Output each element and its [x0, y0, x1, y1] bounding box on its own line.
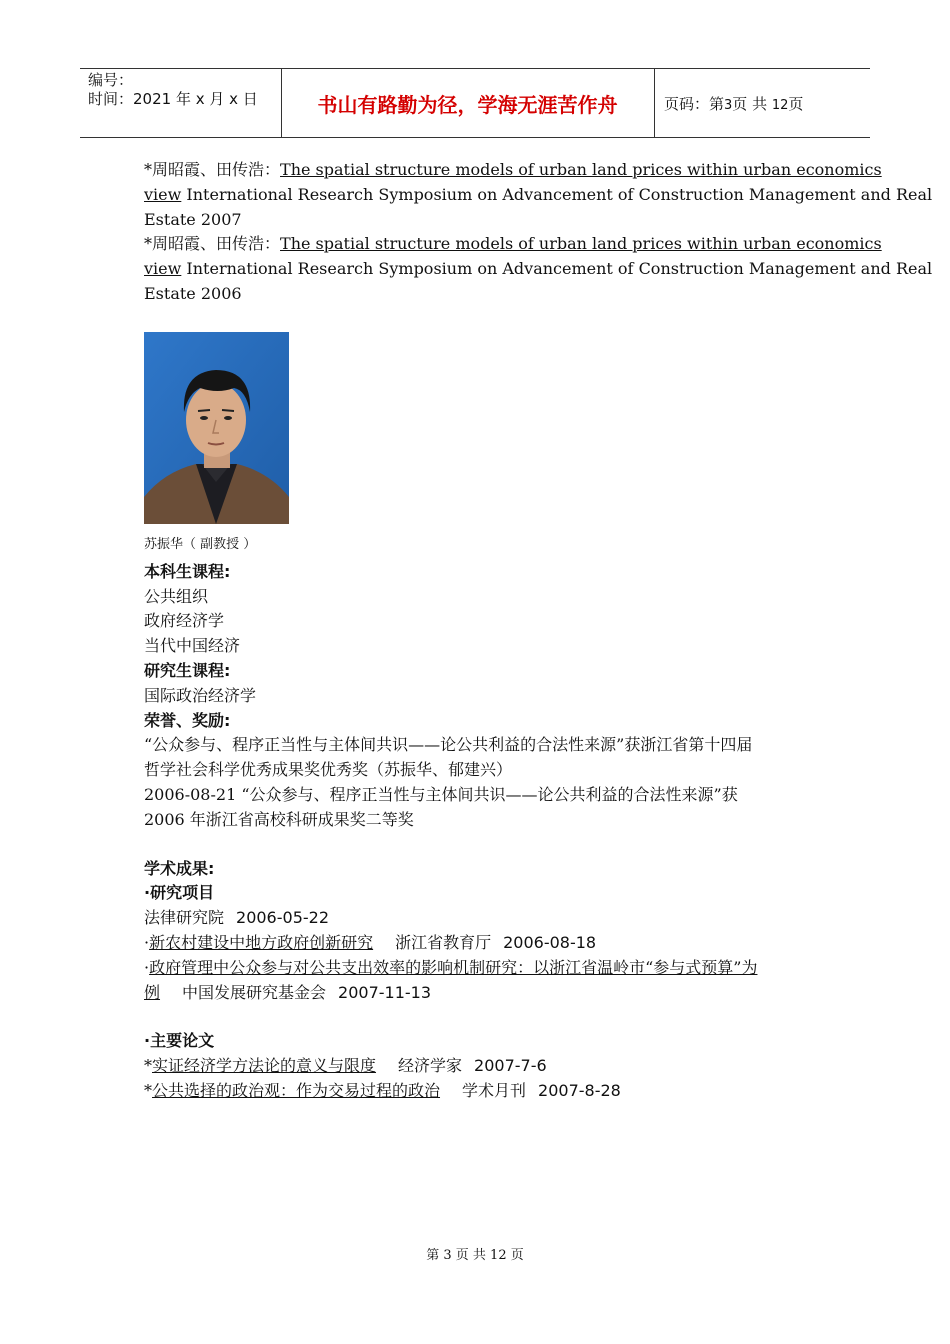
course-item: 国际政治经济学: [144, 685, 257, 705]
honor-line: “公众参与、程序正当性与主体间共识——论公共利益的合法性来源”获浙江省第十四届: [144, 735, 753, 755]
reference-entry: [144, 232, 933, 306]
paper-title-link[interactable]: 公共选择的政治观：作为交易过程的政治: [152, 1080, 441, 1100]
ref-venue: Estate 2007: [144, 209, 242, 229]
project-date: 2007-11-13: [338, 982, 432, 1002]
paper-date: 2007-8-28: [538, 1080, 621, 1100]
course-item: 公共组织: [144, 586, 209, 606]
reference-entry: [144, 158, 933, 232]
portrait-photo: [144, 332, 289, 524]
header-meta: [88, 71, 258, 109]
header-motto: 书山有路勤为径，学海无涯苦作舟: [317, 92, 618, 117]
ref-title-link[interactable]: view: [144, 259, 182, 279]
project-date: 2006-05-22: [236, 908, 329, 928]
page-mid: 页 共: [732, 95, 768, 113]
page-header: [80, 68, 870, 138]
paper-journal: 经济学家: [398, 1056, 463, 1076]
paper-item: [144, 1079, 814, 1104]
document-body: [144, 158, 933, 1104]
bullet: *: [144, 1056, 152, 1076]
paper-title-link[interactable]: 实证经济学方法论的意义与限度: [152, 1056, 377, 1076]
project-title-link[interactable]: 例: [144, 982, 161, 1002]
honor-line: 2006-08-21 “公众参与、程序正当性与主体间共识——论公共利益的合法性来源”获: [144, 784, 738, 804]
honor-line: 2006 年浙江省高校科研成果奖二等奖: [144, 809, 414, 829]
course-item: 当代中国经济: [144, 636, 241, 656]
project-item: [144, 906, 814, 931]
ref-title-link[interactable]: The spatial structure models of urban land prices within urban economics: [280, 234, 882, 254]
ref-venue: Estate 2006: [144, 283, 242, 303]
ref-authors: *周昭霞、田传浩：: [144, 234, 281, 254]
photo-caption: 苏振华（ 副教授 ）: [144, 536, 257, 552]
project-title-link[interactable]: 政府管理中公众参与对公共支出效率的影响机制研究：以浙江省温岭市“参与式预算”为: [149, 957, 758, 977]
header-page-number: [664, 93, 803, 114]
page-num: 3: [724, 98, 733, 113]
paper-date: 2007-7-6: [474, 1056, 547, 1076]
time-label: 时间：2021 年 x 月 x 日: [88, 90, 258, 108]
section-heading: 本科生课程:: [144, 561, 231, 581]
project-item: [144, 931, 814, 956]
page-footer: 第 3 页 共 12 页: [426, 1248, 524, 1263]
page-total: 12: [771, 98, 789, 113]
ref-venue: International Research Symposium on Advancement of Construction Management and Real: [181, 184, 933, 204]
ref-venue: International Research Symposium on Advancement of Construction Management and Real: [181, 259, 933, 279]
subsection-heading: ·主要论文: [144, 1031, 215, 1051]
project-item: [144, 956, 814, 1006]
number-label: 编号：: [88, 71, 134, 89]
course-item: 政府经济学: [144, 611, 225, 631]
project-title-link[interactable]: 新农村建设中地方政府创新研究: [149, 932, 374, 952]
bullet: ·: [144, 957, 150, 977]
ref-title-link[interactable]: view: [144, 184, 182, 204]
honor-line: 哲学社会科学优秀成果奖优秀奖（苏振华、郁建兴）: [144, 760, 513, 780]
bullet: *: [144, 1080, 152, 1100]
page-prefix: 页码：第: [664, 95, 725, 113]
ref-title-link[interactable]: The spatial structure models of urban land prices within urban economics: [280, 160, 882, 179]
section-heading: 荣誉、奖励:: [144, 710, 231, 730]
paper-journal: 学术月刊: [462, 1080, 527, 1100]
project-org: 中国发展研究基金会: [182, 982, 327, 1002]
header-divider: [654, 69, 655, 137]
paper-item: [144, 1054, 814, 1079]
project-title: 法律研究院: [144, 908, 225, 928]
section-heading: 学术成果:: [144, 858, 215, 878]
ref-authors: *周昭霞、田传浩：: [144, 160, 281, 179]
subsection-heading: ·研究项目: [144, 883, 215, 903]
project-org: 浙江省教育厅: [395, 932, 492, 952]
project-date: 2006-08-18: [503, 932, 597, 952]
page-suffix: 页: [788, 95, 804, 113]
section-heading: 研究生课程:: [144, 660, 231, 680]
bullet: ·: [144, 932, 150, 952]
